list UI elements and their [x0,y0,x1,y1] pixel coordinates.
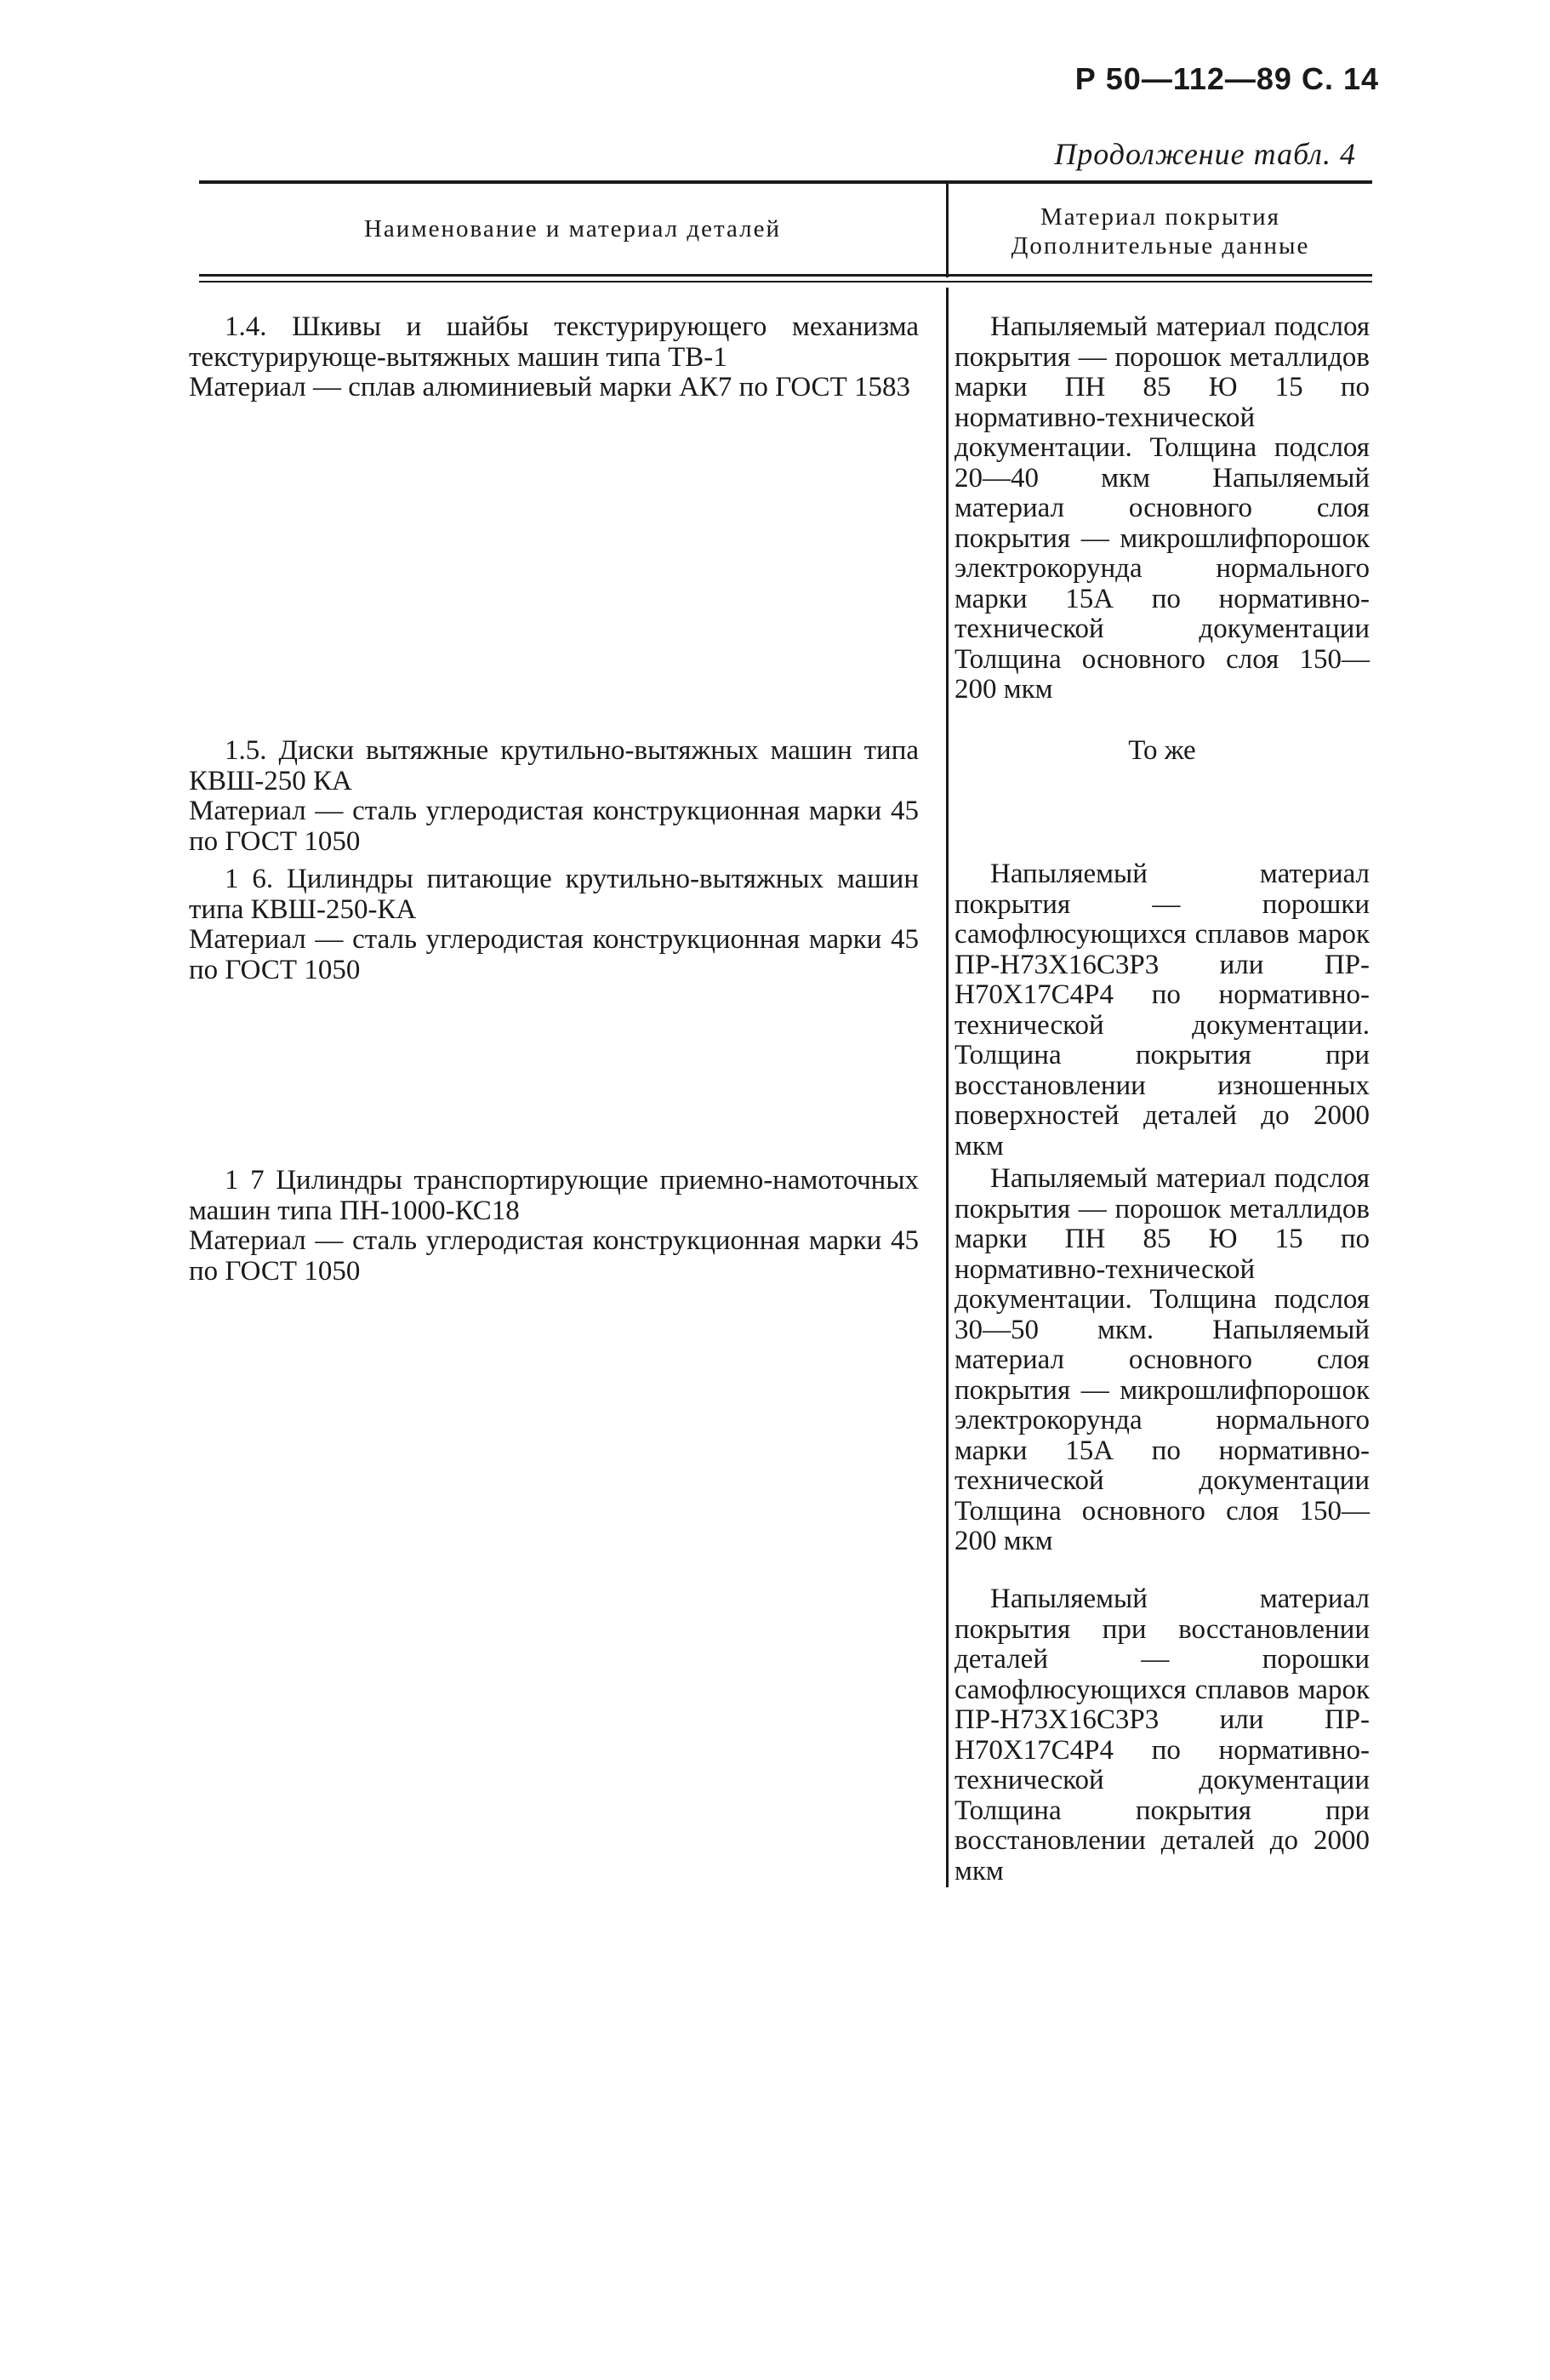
table-row-1-4-parts [189,312,919,403]
column-header-coating-line2: Дополнительные данные [1011,232,1310,260]
part-material: Материал — сплав алюминиевый марки АК7 по ГОСТ 1583 [189,372,910,402]
document-number: Р 50—112—89 С. 14 [1074,61,1379,96]
part-name: 1.4. Шкивы и шайбы текстурирующего механизма текстурирующе-вытяжных машин типа ТВ-1 [189,311,919,373]
table-row-1-4-coating: Напыляемый материал подслоя покрытия — порошок металлидов марки ПН 85 Ю 15 по нормативно-технической документации. Толщина подслоя 20—40 мкм Напыляемый материал основного слоя покрытия — микрошлифпорошок электрокорунда нормального марки 15А по нормативно-технической документации Толщина основного слоя 150—200 мкм [955,311,1370,705]
table-continuation-label: Продолжение табл. 4 [1054,137,1356,171]
part-name: 1 7 Цилиндры транспортирующие приемно-намоточных машин типа ПН-1000-КС18 [189,1165,919,1226]
column-header-coating-line1: Материал покрытия [1040,203,1280,231]
table-top-rule [199,180,1372,184]
column-header-coating [949,203,1372,260]
table-row-1-5-parts [189,736,919,857]
part-material: Материал — сталь углеродистая конструкционная марки 45 по ГОСТ 1050 [189,796,919,857]
part-material: Материал — сталь углеродистая конструкционная марки 45 по ГОСТ 1050 [189,924,919,985]
table-row-1-7-coating: Напыляемый материал подслоя покрытия — порошок металлидов марки ПН 85 Ю 15 по нормативно-технической документации. Толщина подслоя 30—50 мкм. Напыляемый материал основного слоя покрытия — микрошлифпорошок электрокорунда нормального марки 15А по нормативно-технической документации Толщина основного слоя 150—200 мкм [955,1163,1370,1556]
table-row-1-5-coating: То же [1128,735,1196,766]
header-bottom-rule [199,274,1372,277]
column-header-parts: Наименование и материал деталей [363,215,782,243]
part-name: 1 6. Цилиндры питающие крутильно-вытяжных машин типа КВШ-250-КА [189,864,919,925]
table-row-1-6-coating: Напыляемый материал покрытия — порошки самофлюсующихся сплавов марок ПР-Н73Х16С3Р3 или ПР-Н70Х17С4Р4 по нормативно-технической документации. Толщина покрытия при восстановлении изношенных поверхностей деталей до 2000 мкм [955,859,1370,1161]
table-row-1-7-parts [189,1166,919,1287]
body-column-divider [946,288,949,1887]
table-row-1-7-restoration-coating: Напыляемый материал покрытия при восстановлении деталей — порошки самофлюсующихся сплавов марок ПР-Н73Х16С3Р3 или ПР-Н70Х17С4Р4 по нормативно-технической документации Толщина покрытия при восстановлении деталей до 2000 мкм [955,1584,1370,1886]
table-row-1-6-parts [189,865,919,985]
header-bottom-rule-double [199,281,1372,283]
part-material: Материал — сталь углеродистая конструкционная марки 45 по ГОСТ 1050 [189,1225,919,1287]
part-name: 1.5. Диски вытяжные крутильно-вытяжных машин типа КВШ-250 КА [189,735,919,796]
